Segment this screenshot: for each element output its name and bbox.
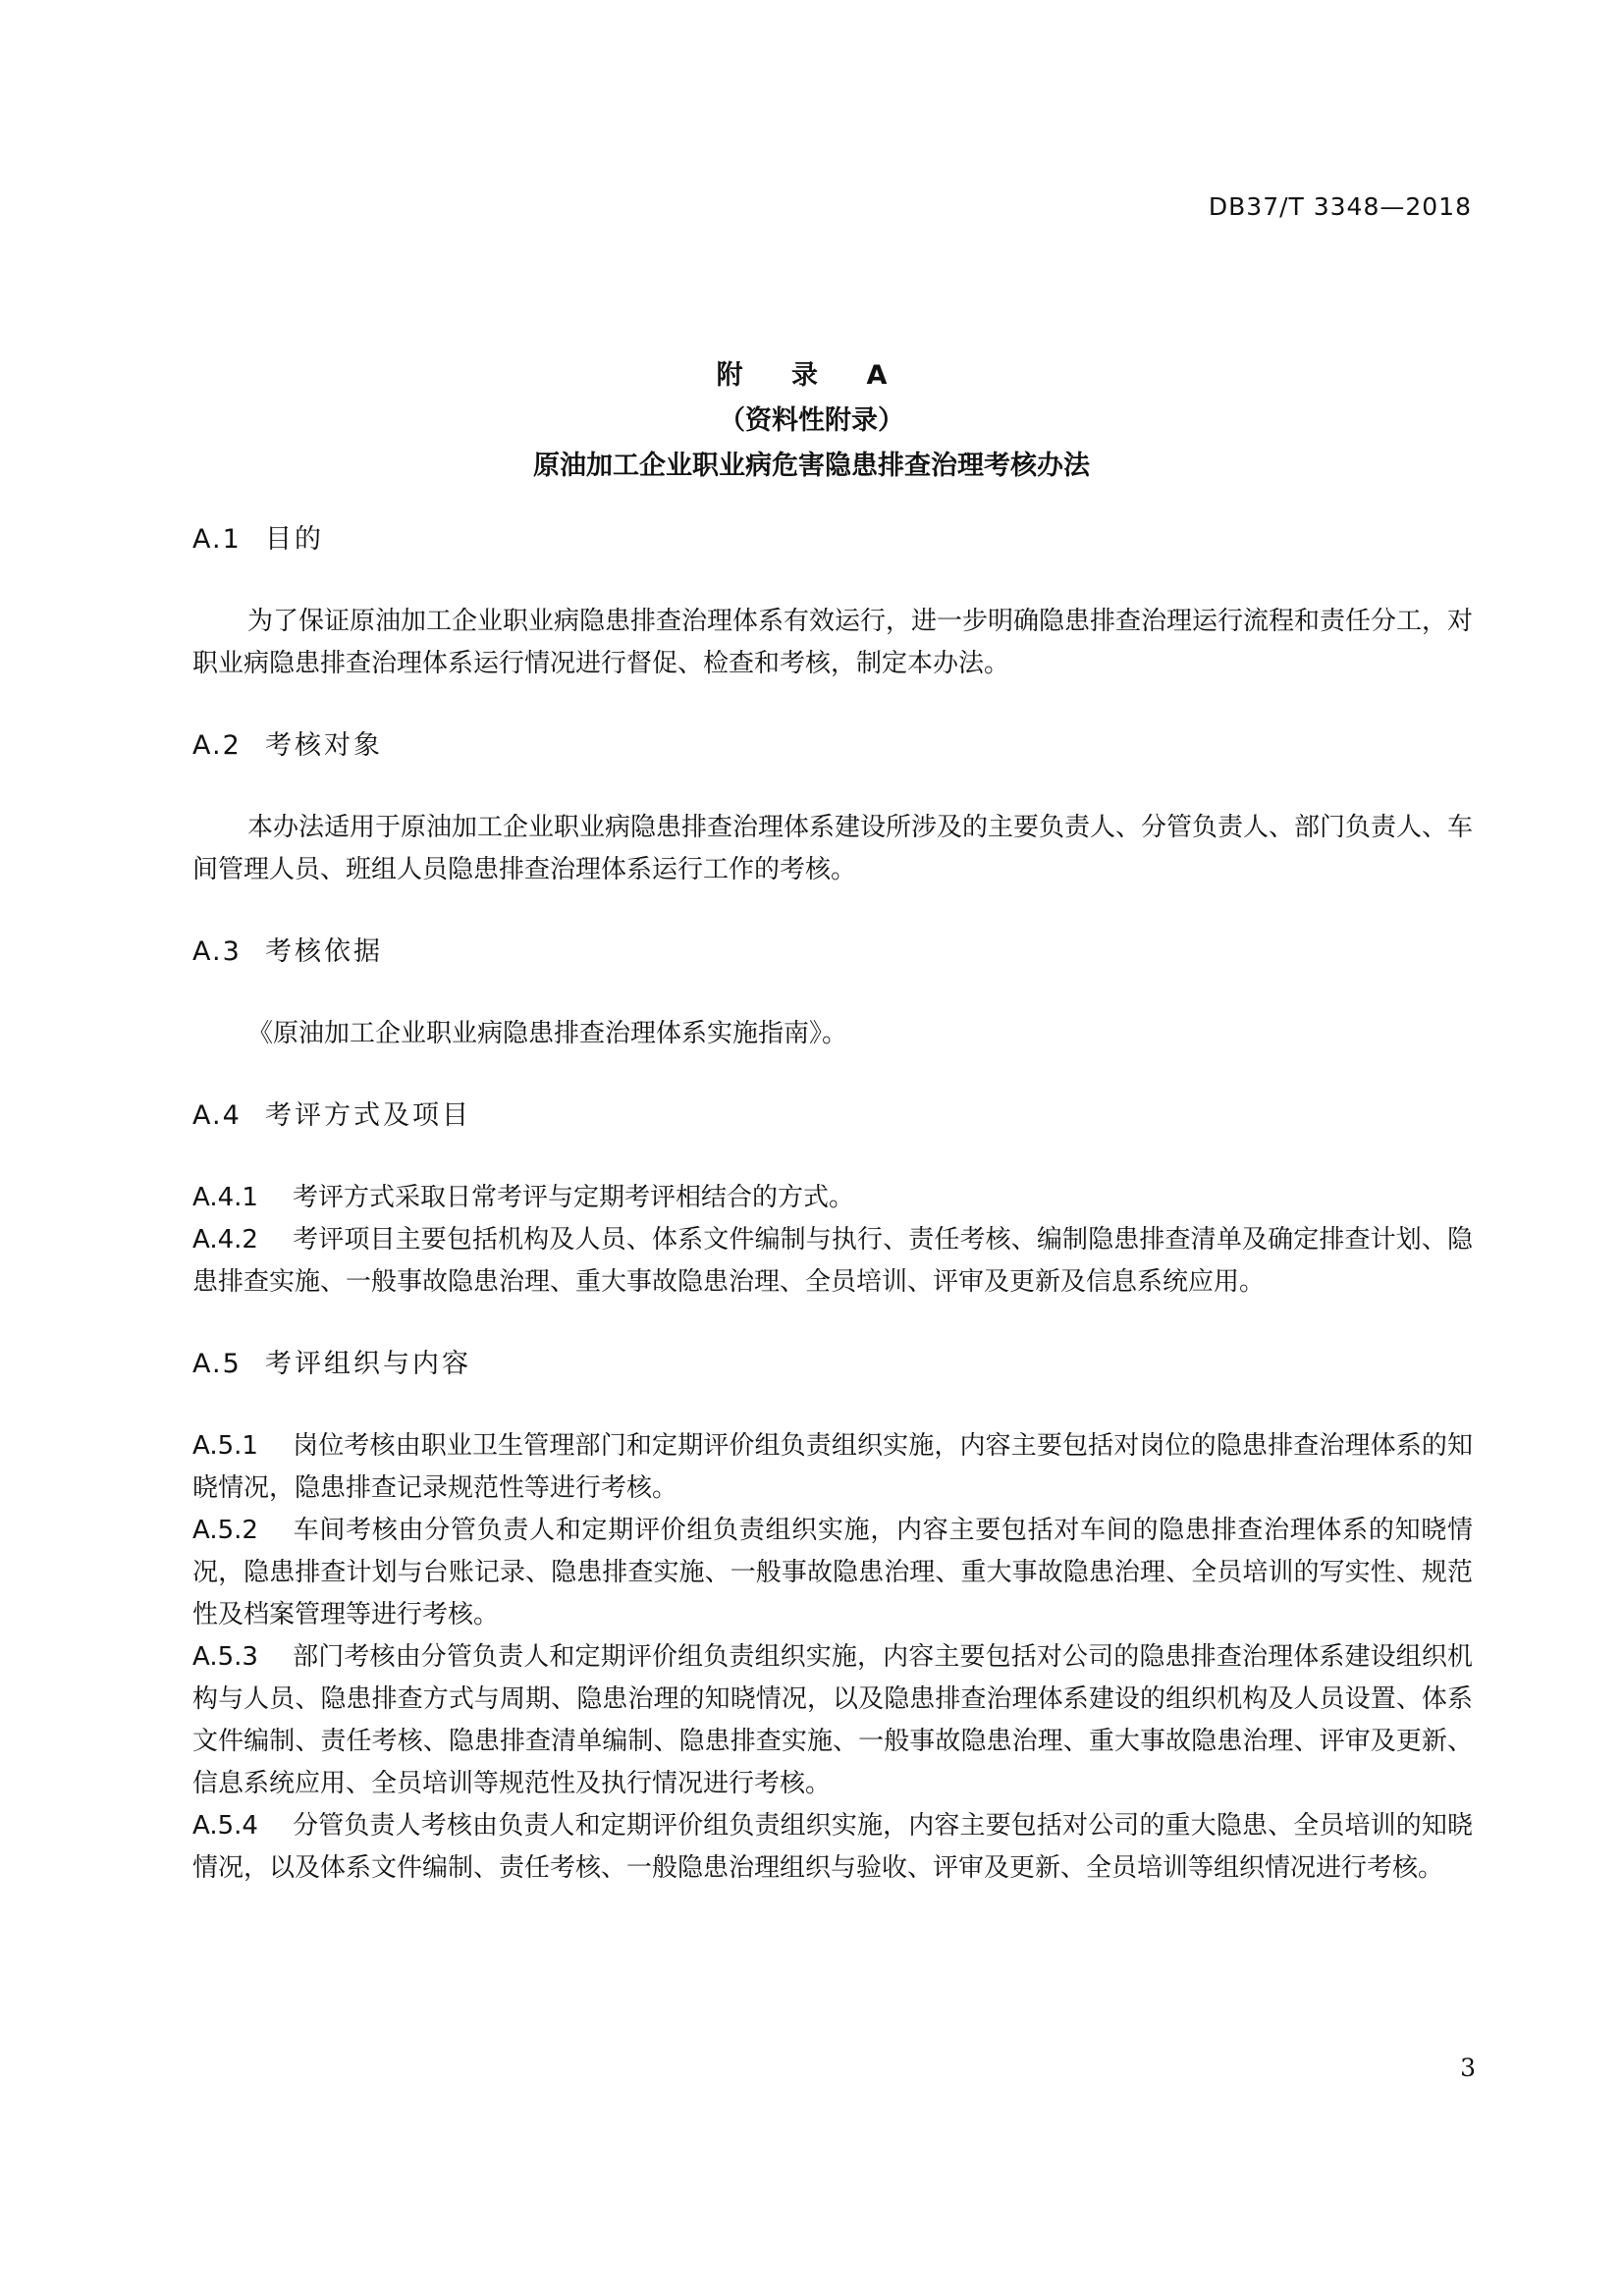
paragraph: 为了保证原油加工企业职业病隐患排查治理体系有效运行，进一步明确隐患排查治理运行流程和责任分工，对职业病隐患排查治理体系运行情况进行督促、检查和考核，制定本办法。 bbox=[192, 607, 1474, 678]
section-number: A.5 bbox=[192, 1349, 242, 1379]
clause-number: A.4.1 bbox=[192, 1183, 258, 1212]
section-number: A.2 bbox=[192, 730, 242, 761]
clause-text: 车间考核由分管负责人和定期评价组负责组织实施，内容主要包括对车间的隐患排查治理体系的知晓情况，隐患排查计划与台账记录、隐患排查实施、一般事故隐患治理、重大事故隐患治理、全员培训的写实性、规范性及档案管理等进行考核。 bbox=[192, 1516, 1473, 1629]
clause-a5-2 bbox=[192, 1510, 1473, 1636]
clause-number: A.5.4 bbox=[192, 1811, 258, 1841]
section-number: A.1 bbox=[192, 524, 242, 555]
clause-text: 岗位考核由职业卫生管理部门和定期评价组负责组织实施，内容主要包括对岗位的隐患排查治理体系的知晓情况，隐患排查记录规范性等进行考核。 bbox=[192, 1431, 1473, 1503]
section-heading-a5 bbox=[192, 1345, 1473, 1384]
section-title: 考评组织与内容 bbox=[265, 1349, 471, 1379]
section-title: 目的 bbox=[265, 524, 324, 555]
document-body bbox=[192, 520, 1473, 1890]
section-number: A.3 bbox=[192, 936, 242, 967]
section-heading-a1 bbox=[192, 520, 1473, 560]
page-number: 3 bbox=[1460, 2054, 1476, 2082]
clause-number: A.5.2 bbox=[192, 1516, 258, 1545]
section-heading-a2 bbox=[192, 726, 1473, 766]
annex-title: 附 录 A bbox=[716, 360, 907, 391]
clause-number: A.5.3 bbox=[192, 1642, 258, 1672]
clause-text: 考评方式采取日常考评与定期考评相结合的方式。 bbox=[293, 1183, 855, 1212]
clause-number: A.4.2 bbox=[192, 1225, 258, 1255]
clause-a5-3 bbox=[192, 1636, 1473, 1805]
section-title: 考核对象 bbox=[265, 730, 383, 761]
paragraph: 本办法适用于原油加工企业职业病隐患排查治理体系建设所涉及的主要负责人、分管负责人、部门负责人、车间管理人员、班组人员隐患排查治理体系运行工作的考核。 bbox=[192, 813, 1474, 884]
clause-number: A.5.1 bbox=[192, 1431, 258, 1461]
section-heading-a3 bbox=[192, 933, 1473, 972]
standard-code: DB37/T 3348—2018 bbox=[1208, 192, 1472, 221]
section-heading-a4 bbox=[192, 1096, 1473, 1136]
clause-text: 考评项目主要包括机构及人员、体系文件编制与执行、责任考核、编制隐患排查清单及确定排查计划、隐患排查实施、一般事故隐患治理、重大事故隐患治理、全员培训、评审及更新及信息系统应用。 bbox=[192, 1225, 1473, 1297]
clause-text: 部门考核由分管负责人和定期评价组负责组织实施，内容主要包括对公司的隐患排查治理体系建设组织机构与人员、隐患排查方式与周期、隐患治理的知晓情况，以及隐患排查治理体系建设的组织机构及人员设置、体系文件编制、责任考核、隐患排查清单编制、隐患排查实施、一般事故隐患治理、重大事故隐患治理、评审及更新、信息系统应用、全员培训等规范性及执行情况进行考核。 bbox=[192, 1642, 1473, 1798]
clause-text: 分管负责人考核由负责人和定期评价组负责组织实施，内容主要包括对公司的重大隐患、全员培训的知晓情况，以及体系文件编制、责任考核、一般隐患治理组织与验收、评审及更新、全员培训等组织情况进行考核。 bbox=[192, 1811, 1473, 1883]
clause-a4-1 bbox=[192, 1177, 1473, 1219]
section-title: 考评方式及项目 bbox=[265, 1100, 471, 1131]
section-number: A.4 bbox=[192, 1100, 242, 1131]
section-title: 考核依据 bbox=[265, 936, 383, 967]
annex-type: （资料性附录） bbox=[719, 405, 904, 436]
clause-a5-1 bbox=[192, 1425, 1473, 1510]
annex-name: 原油加工企业职业病危害隐患排查治理考核办法 bbox=[533, 451, 1090, 481]
paragraph: 《原油加工企业职业病隐患排查治理体系实施指南》。 bbox=[247, 1019, 848, 1048]
annex-title-block bbox=[0, 353, 1623, 489]
clause-a5-4 bbox=[192, 1805, 1473, 1890]
clause-a4-2 bbox=[192, 1219, 1473, 1304]
